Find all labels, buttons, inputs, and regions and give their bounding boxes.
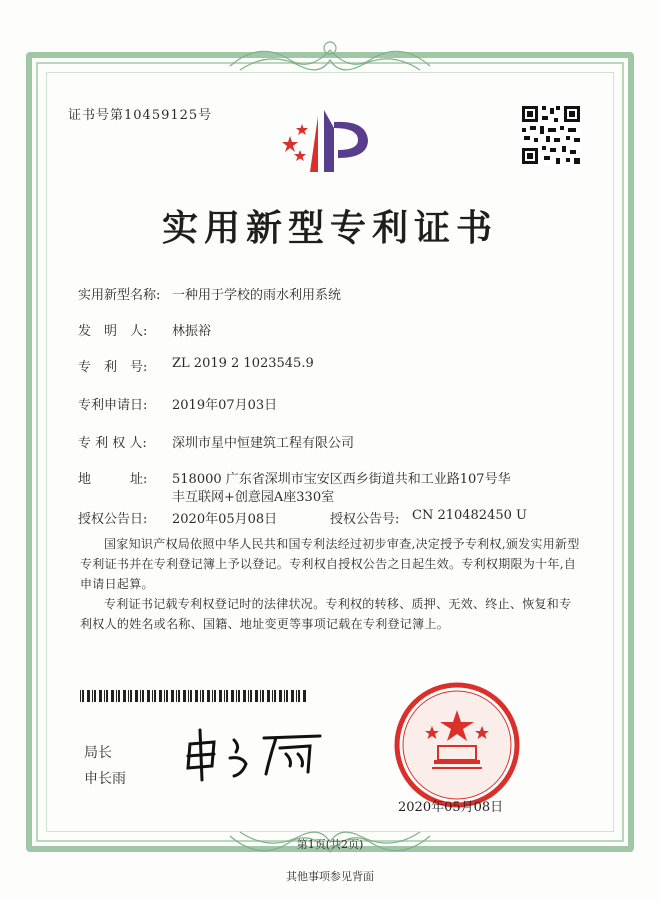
seal-date: 2020年05月08日 — [398, 800, 504, 815]
official-seal-icon — [392, 680, 522, 810]
top-ornament — [220, 36, 440, 80]
cnipa-logo-icon — [280, 106, 380, 176]
address-line1: 518000 广东省深圳市宝安区西乡街道共和工业路107号华 — [172, 472, 511, 487]
legal-status-paragraph: 专利证书记载专利权登记时的法律状况。专利权的转移、质押、无效、终止、恢复和专利权人的姓名或名称、国籍、地址变更等事项记载在专利登记簿上。 — [80, 597, 572, 631]
grant-date-value: 2020年05月08日 — [172, 512, 278, 527]
patent-number-label: 专 利 号: — [78, 360, 148, 375]
grant-date-label: 授权公告日: — [78, 512, 148, 527]
grant-statement-paragraph: 国家知识产权局依照中华人民共和国专利法经过初步审查,决定授予专利权,颁发实用新型专利证书并在专利登记簿上予以登记。专利权自授权公告之日起生效。专利权期限为十年,自申请日起算。 — [80, 537, 580, 591]
patentee-value: 深圳市星中恒建筑工程有限公司 — [172, 436, 355, 451]
address-label: 地 址: — [78, 472, 148, 487]
patent-number-value: ZL 2019 2 1023545.9 — [172, 356, 314, 371]
inventor-value: 林振裕 — [172, 324, 212, 339]
certificate-number: 证书号第10459125号 — [68, 108, 213, 123]
filing-date-label: 专利申请日: — [78, 398, 148, 413]
grant-number-label: 授权公告号: — [330, 512, 400, 527]
page-number: 第1页(共2页) — [296, 838, 364, 851]
grant-number-value: CN 210482450 U — [412, 508, 527, 523]
handwritten-signature — [180, 726, 330, 782]
director-name: 申长雨 — [84, 771, 126, 787]
utility-model-name-label: 实用新型名称: — [78, 288, 161, 303]
inventor-label: 发 明 人: — [78, 324, 148, 339]
utility-model-name-value: 一种用于学校的雨水利用系统 — [172, 288, 342, 303]
address-line2: 丰互联网+创意园A座330室 — [172, 490, 335, 505]
filing-date-value: 2019年07月03日 — [172, 398, 278, 413]
patentee-label: 专 利 权 人: — [78, 436, 147, 451]
director-title: 局长 — [84, 745, 112, 761]
barcode-icon — [80, 690, 308, 702]
back-note: 其他事项参见背面 — [286, 870, 374, 883]
certificate-border-thin — [46, 72, 614, 832]
certificate-title: 实用新型专利证书 — [161, 207, 498, 249]
qr-code-icon — [520, 104, 582, 166]
